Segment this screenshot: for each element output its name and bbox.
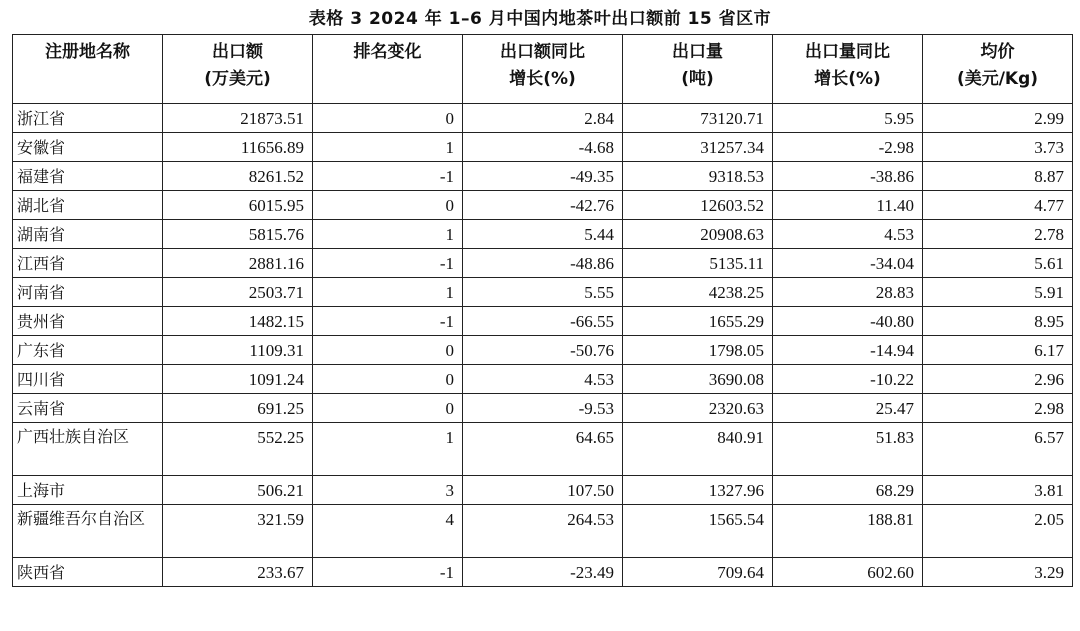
tea-export-table xyxy=(12,34,1073,587)
cell-volume-yoy: 68.29 xyxy=(773,476,923,505)
cell-volume-yoy: -40.80 xyxy=(773,307,923,336)
cell-avg-price: 5.91 xyxy=(923,278,1073,307)
table-row xyxy=(13,558,1073,587)
cell-export-value: 21873.51 xyxy=(163,104,313,133)
cell-region: 新疆维吾尔自治区 xyxy=(13,505,163,558)
cell-export-value: 2881.16 xyxy=(163,249,313,278)
cell-region: 浙江省 xyxy=(13,104,163,133)
cell-volume-yoy: 4.53 xyxy=(773,220,923,249)
cell-avg-price: 3.81 xyxy=(923,476,1073,505)
cell-volume-yoy: -38.86 xyxy=(773,162,923,191)
cell-volume-yoy: -34.04 xyxy=(773,249,923,278)
cell-region: 河南省 xyxy=(13,278,163,307)
cell-export-value: 506.21 xyxy=(163,476,313,505)
table-row xyxy=(13,394,1073,423)
table-row xyxy=(13,191,1073,220)
cell-avg-price: 5.61 xyxy=(923,249,1073,278)
table-row xyxy=(13,104,1073,133)
cell-region: 四川省 xyxy=(13,365,163,394)
cell-export-volume: 4238.25 xyxy=(623,278,773,307)
cell-export-volume: 12603.52 xyxy=(623,191,773,220)
cell-rank-change: 0 xyxy=(313,104,463,133)
cell-region: 广西壮族自治区 xyxy=(13,423,163,476)
cell-export-value: 6015.95 xyxy=(163,191,313,220)
table-row xyxy=(13,307,1073,336)
cell-value-yoy: -23.49 xyxy=(463,558,623,587)
cell-rank-change: -1 xyxy=(313,307,463,336)
cell-volume-yoy: 188.81 xyxy=(773,505,923,558)
header-row xyxy=(13,35,1073,104)
cell-region: 贵州省 xyxy=(13,307,163,336)
cell-avg-price: 2.99 xyxy=(923,104,1073,133)
table-row xyxy=(13,365,1073,394)
cell-export-value: 552.25 xyxy=(163,423,313,476)
cell-export-value: 1482.15 xyxy=(163,307,313,336)
cell-volume-yoy: 51.83 xyxy=(773,423,923,476)
cell-avg-price: 3.29 xyxy=(923,558,1073,587)
cell-value-yoy: 5.55 xyxy=(463,278,623,307)
cell-export-value: 8261.52 xyxy=(163,162,313,191)
cell-export-volume: 1655.29 xyxy=(623,307,773,336)
cell-volume-yoy: 28.83 xyxy=(773,278,923,307)
table-row xyxy=(13,336,1073,365)
cell-rank-change: 0 xyxy=(313,191,463,220)
cell-region: 湖南省 xyxy=(13,220,163,249)
cell-export-volume: 1327.96 xyxy=(623,476,773,505)
cell-value-yoy: 4.53 xyxy=(463,365,623,394)
cell-rank-change: 1 xyxy=(313,133,463,162)
cell-value-yoy: 2.84 xyxy=(463,104,623,133)
cell-volume-yoy: -2.98 xyxy=(773,133,923,162)
cell-region: 湖北省 xyxy=(13,191,163,220)
cell-export-volume: 709.64 xyxy=(623,558,773,587)
cell-avg-price: 4.77 xyxy=(923,191,1073,220)
cell-export-value: 1109.31 xyxy=(163,336,313,365)
cell-volume-yoy: 5.95 xyxy=(773,104,923,133)
cell-export-value: 11656.89 xyxy=(163,133,313,162)
table-row xyxy=(13,476,1073,505)
cell-rank-change: 1 xyxy=(313,220,463,249)
table-row xyxy=(13,278,1073,307)
cell-rank-change: 4 xyxy=(313,505,463,558)
header-volume-yoy: 出口量同比 增长(%) xyxy=(773,35,923,104)
cell-export-value: 1091.24 xyxy=(163,365,313,394)
cell-export-volume: 2320.63 xyxy=(623,394,773,423)
cell-export-volume: 20908.63 xyxy=(623,220,773,249)
cell-value-yoy: 64.65 xyxy=(463,423,623,476)
cell-value-yoy: -49.35 xyxy=(463,162,623,191)
cell-export-volume: 840.91 xyxy=(623,423,773,476)
header-export-value: 出口额 (万美元) xyxy=(163,35,313,104)
cell-avg-price: 2.96 xyxy=(923,365,1073,394)
cell-volume-yoy: 25.47 xyxy=(773,394,923,423)
cell-volume-yoy: -14.94 xyxy=(773,336,923,365)
header-avg-price: 均价 (美元/Kg) xyxy=(923,35,1073,104)
cell-export-value: 233.67 xyxy=(163,558,313,587)
table-row xyxy=(13,133,1073,162)
cell-value-yoy: 5.44 xyxy=(463,220,623,249)
cell-export-value: 321.59 xyxy=(163,505,313,558)
cell-avg-price: 2.05 xyxy=(923,505,1073,558)
cell-avg-price: 8.87 xyxy=(923,162,1073,191)
table-row xyxy=(13,423,1073,476)
cell-rank-change: 3 xyxy=(313,476,463,505)
cell-volume-yoy: -10.22 xyxy=(773,365,923,394)
cell-export-volume: 73120.71 xyxy=(623,104,773,133)
cell-rank-change: 0 xyxy=(313,365,463,394)
cell-value-yoy: -48.86 xyxy=(463,249,623,278)
cell-avg-price: 8.95 xyxy=(923,307,1073,336)
cell-value-yoy: -42.76 xyxy=(463,191,623,220)
table-row xyxy=(13,249,1073,278)
cell-value-yoy: -4.68 xyxy=(463,133,623,162)
cell-avg-price: 2.78 xyxy=(923,220,1073,249)
cell-value-yoy: 107.50 xyxy=(463,476,623,505)
cell-value-yoy: -9.53 xyxy=(463,394,623,423)
cell-export-value: 5815.76 xyxy=(163,220,313,249)
cell-export-volume: 5135.11 xyxy=(623,249,773,278)
cell-rank-change: 0 xyxy=(313,336,463,365)
cell-export-value: 2503.71 xyxy=(163,278,313,307)
cell-value-yoy: -50.76 xyxy=(463,336,623,365)
table-row xyxy=(13,505,1073,558)
cell-rank-change: -1 xyxy=(313,558,463,587)
cell-rank-change: 1 xyxy=(313,278,463,307)
header-region: 注册地名称 xyxy=(13,35,163,104)
cell-rank-change: 0 xyxy=(313,394,463,423)
cell-volume-yoy: 602.60 xyxy=(773,558,923,587)
cell-value-yoy: -66.55 xyxy=(463,307,623,336)
cell-region: 江西省 xyxy=(13,249,163,278)
cell-rank-change: -1 xyxy=(313,249,463,278)
cell-avg-price: 6.17 xyxy=(923,336,1073,365)
cell-export-value: 691.25 xyxy=(163,394,313,423)
table-row xyxy=(13,162,1073,191)
header-export-volume: 出口量 (吨) xyxy=(623,35,773,104)
table-row xyxy=(13,220,1073,249)
cell-export-volume: 9318.53 xyxy=(623,162,773,191)
cell-avg-price: 6.57 xyxy=(923,423,1073,476)
cell-export-volume: 1565.54 xyxy=(623,505,773,558)
cell-export-volume: 1798.05 xyxy=(623,336,773,365)
header-rank-change: 排名变化 xyxy=(313,35,463,104)
cell-export-volume: 31257.34 xyxy=(623,133,773,162)
cell-region: 广东省 xyxy=(13,336,163,365)
cell-region: 陕西省 xyxy=(13,558,163,587)
cell-region: 安徽省 xyxy=(13,133,163,162)
cell-value-yoy: 264.53 xyxy=(463,505,623,558)
cell-rank-change: -1 xyxy=(313,162,463,191)
cell-rank-change: 1 xyxy=(313,423,463,476)
cell-region: 云南省 xyxy=(13,394,163,423)
cell-export-volume: 3690.08 xyxy=(623,365,773,394)
cell-avg-price: 2.98 xyxy=(923,394,1073,423)
header-value-yoy: 出口额同比 增长(%) xyxy=(463,35,623,104)
table-caption: 表格 3 2024 年 1–6 月中国内地茶叶出口额前 15 省区市 xyxy=(308,9,772,29)
cell-region: 上海市 xyxy=(13,476,163,505)
cell-avg-price: 3.73 xyxy=(923,133,1073,162)
cell-region: 福建省 xyxy=(13,162,163,191)
cell-volume-yoy: 11.40 xyxy=(773,191,923,220)
